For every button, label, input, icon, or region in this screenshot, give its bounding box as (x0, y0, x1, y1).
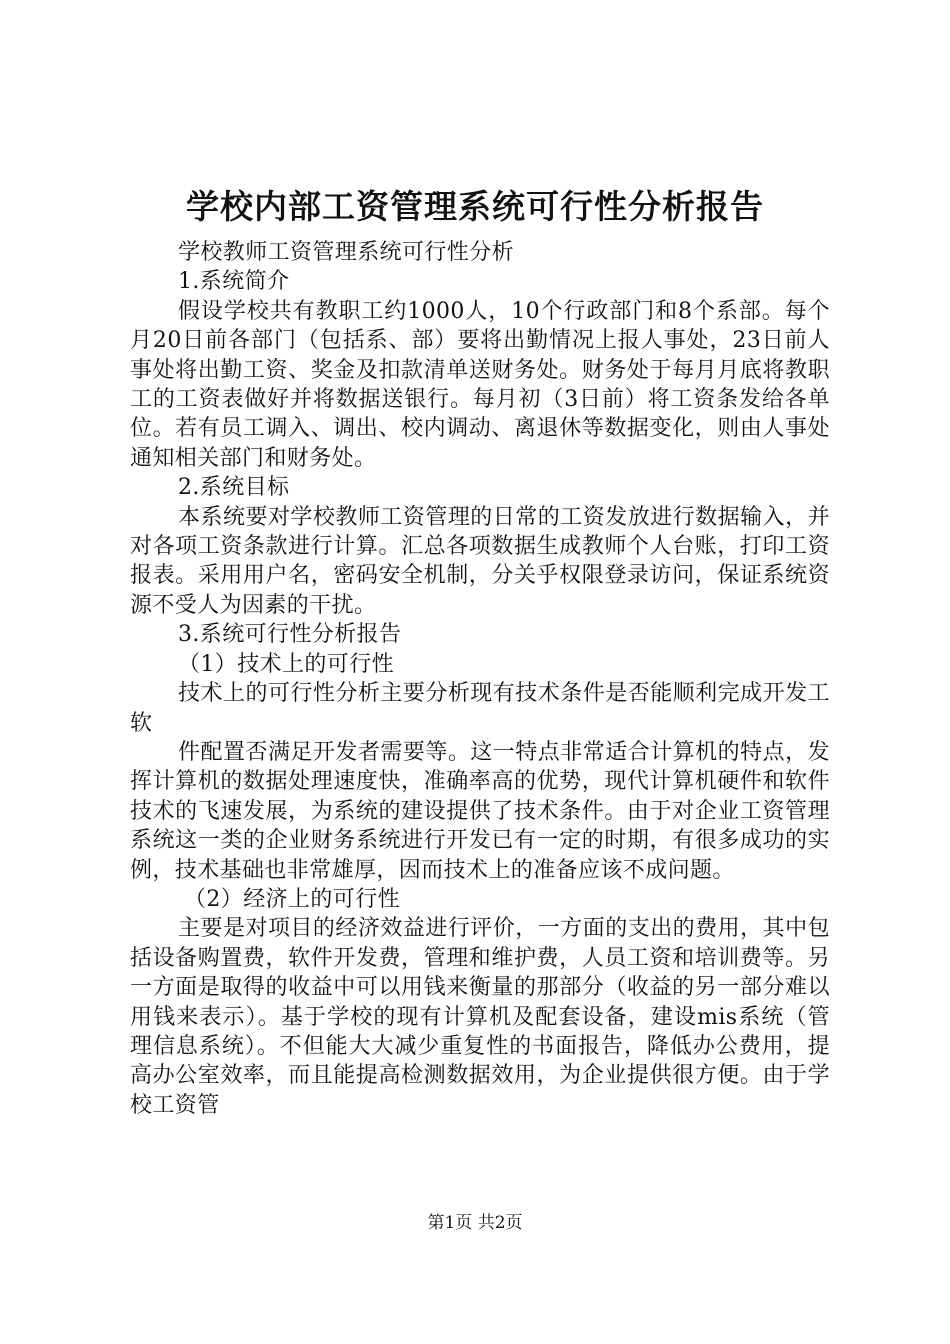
section-heading-intro: 1.系统简介 (178, 269, 290, 295)
section-heading-goals: 2.系统目标 (178, 475, 290, 501)
paragraph-intro: 假设学校共有教职工约1000人，10个行政部门和8个系部。每个月20日前各部门（包括系、部）要将出勤情况上报人事处，23日前人事处将出勤工资、奖金及扣款清单送财务处。财务处于每月月底将教职工的工资表做好并将数据送银行。每月初（3日前）将工资条发给各单位。若有员工调入、调出、校内调动、离退休等数据变化，则由人事处通知相关部门和财务处。 (130, 298, 830, 471)
page-footer: 第1页 共2页 (427, 1213, 523, 1233)
paragraph-technical-2: 件配置否满足开发者需要等。这一特点非常适合计算机的特点，发挥计算机的数据处理速度快，准确率高的优势，现代计算机硬件和软件技术的飞速发展，为系统的建设提供了技术条件。由于对企业工资管理系统这一类的企业财务系统进行开发已有一定的时期，有很多成功的实例，技术基础也非常雄厚，因而技术上的准备应该不成问题。 (130, 739, 830, 883)
paragraph-economic: 主要是对项目的经济效益进行评价，一方面的支出的费用，其中包括设备购置费，软件开发费，管理和维护费，人员工资和培训费等。另一方面是取得的收益中可以用钱来衡量的那部分（收益的另一部分难以用钱来表示）。基于学校的现有计算机及配套设备，建设mis系统（管理信息系统）。不但能大大减少重复性的书面报告，降低办公费用，提高办公室效率，而且能提高检测数据效用，为企业提供很方便。由于学校工资管 (130, 916, 830, 1118)
paragraph-goals: 本系统要对学校教师工资管理的日常的工资发放进行数据输入，并对各项工资条款进行计算。汇总各项数据生成教师个人台账，打印工资报表。采用用户名，密码安全机制，分关乎权限登录访问，保证系统资源不受人为因素的干扰。 (130, 504, 830, 618)
subheading-economic: （2）经济上的可行性 (184, 886, 400, 912)
paragraph-technical-1: 技术上的可行性分析主要分析现有技术条件是否能顺利完成开发工软 (130, 681, 830, 736)
document-body (130, 238, 830, 1120)
document-title: 学校内部工资管理系统可行性分析报告 (186, 187, 764, 226)
section-heading-feasibility: 3.系统可行性分析报告 (178, 622, 402, 648)
subtitle-paragraph: 学校教师工资管理系统可行性分析 (178, 240, 515, 265)
subheading-technical: （1）技术上的可行性 (178, 651, 394, 677)
